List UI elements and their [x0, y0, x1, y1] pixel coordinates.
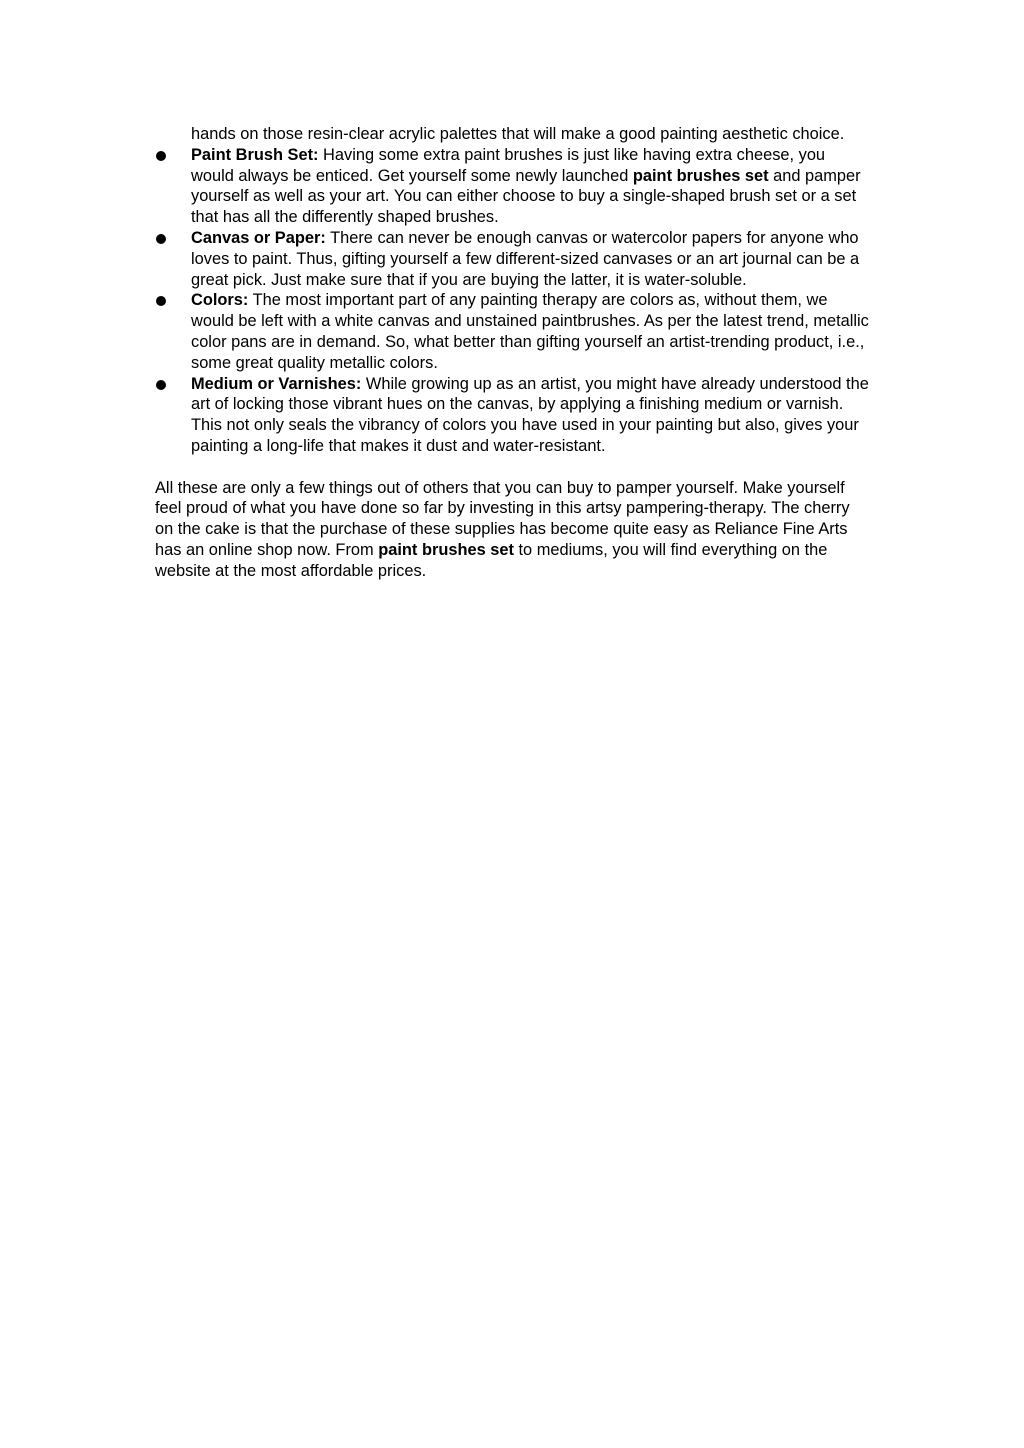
intro-continuation: hands on those resin-clear acrylic palettes that will make a good painting aesthetic choice. — [191, 125, 845, 143]
item-title: Canvas or Paper: — [191, 228, 326, 247]
closing-text: to mediums, you will find everything on the website at the most affordable prices. — [155, 540, 828, 580]
bullet-icon — [156, 151, 166, 161]
item-text: Having some extra paint brushes is just like having extra cheese, you would always be enticed. Get yourself some newly launched — [191, 145, 826, 185]
closing-text: All these are only a few things out of others that you can buy to pamper yourself. Make yourself feel proud of what you have done so far by investing in this artsy pampering-therapy. The cherry on the cake is that the purchase of these supplies has become quite easy as Reliance Fine Arts has an online shop now. From — [155, 478, 850, 559]
item-title: Paint Brush Set: — [191, 145, 319, 164]
list-item-canvas-or-paper — [155, 228, 870, 290]
list-item-medium-or-varnishes — [155, 374, 870, 457]
item-text: While growing up as an artist, you might have already understood the art of locking those vibrant hues on the canvas, by applying a finishing medium or varnish. This not only seals the vibrancy of colors you have used in your painting but also, gives your painting a long-life that makes it dust and water-resistant. — [191, 374, 869, 455]
list-item-paint-brush-set — [155, 145, 870, 228]
item-text: The most important part of any painting therapy are colors as, without them, we would be left with a white canvas and unstained paintbrushes. As per the latest trend, metallic color pans are in demand. So, what better than gifting yourself an artist-trending product, i.e., some great quality metallic colors. — [191, 291, 869, 372]
item-text: There can never be enough canvas or watercolor papers for anyone who loves to paint. Thus, gifting yourself a few different-sized canvases or an art journal can be a great pick. Just make sure that if you are buying the latter, it is water-soluble. — [191, 228, 860, 289]
bullet-list — [155, 145, 870, 457]
closing-paragraph — [155, 478, 870, 582]
item-title: Medium or Varnishes: — [191, 374, 362, 393]
item-title: Colors: — [191, 291, 249, 310]
bullet-icon — [156, 296, 166, 306]
closing-bold-keyword: paint brushes set — [378, 540, 514, 559]
document-page — [155, 124, 870, 582]
item-text: and pamper yourself as well as your art. You can either choose to buy a single-shaped brush set or a set that has all the differently shaped brushes. — [191, 166, 861, 227]
list-item-colors — [155, 290, 870, 373]
bullet-icon — [156, 380, 166, 390]
bullet-icon — [156, 234, 166, 244]
item-bold-keyword: paint brushes set — [632, 166, 769, 185]
